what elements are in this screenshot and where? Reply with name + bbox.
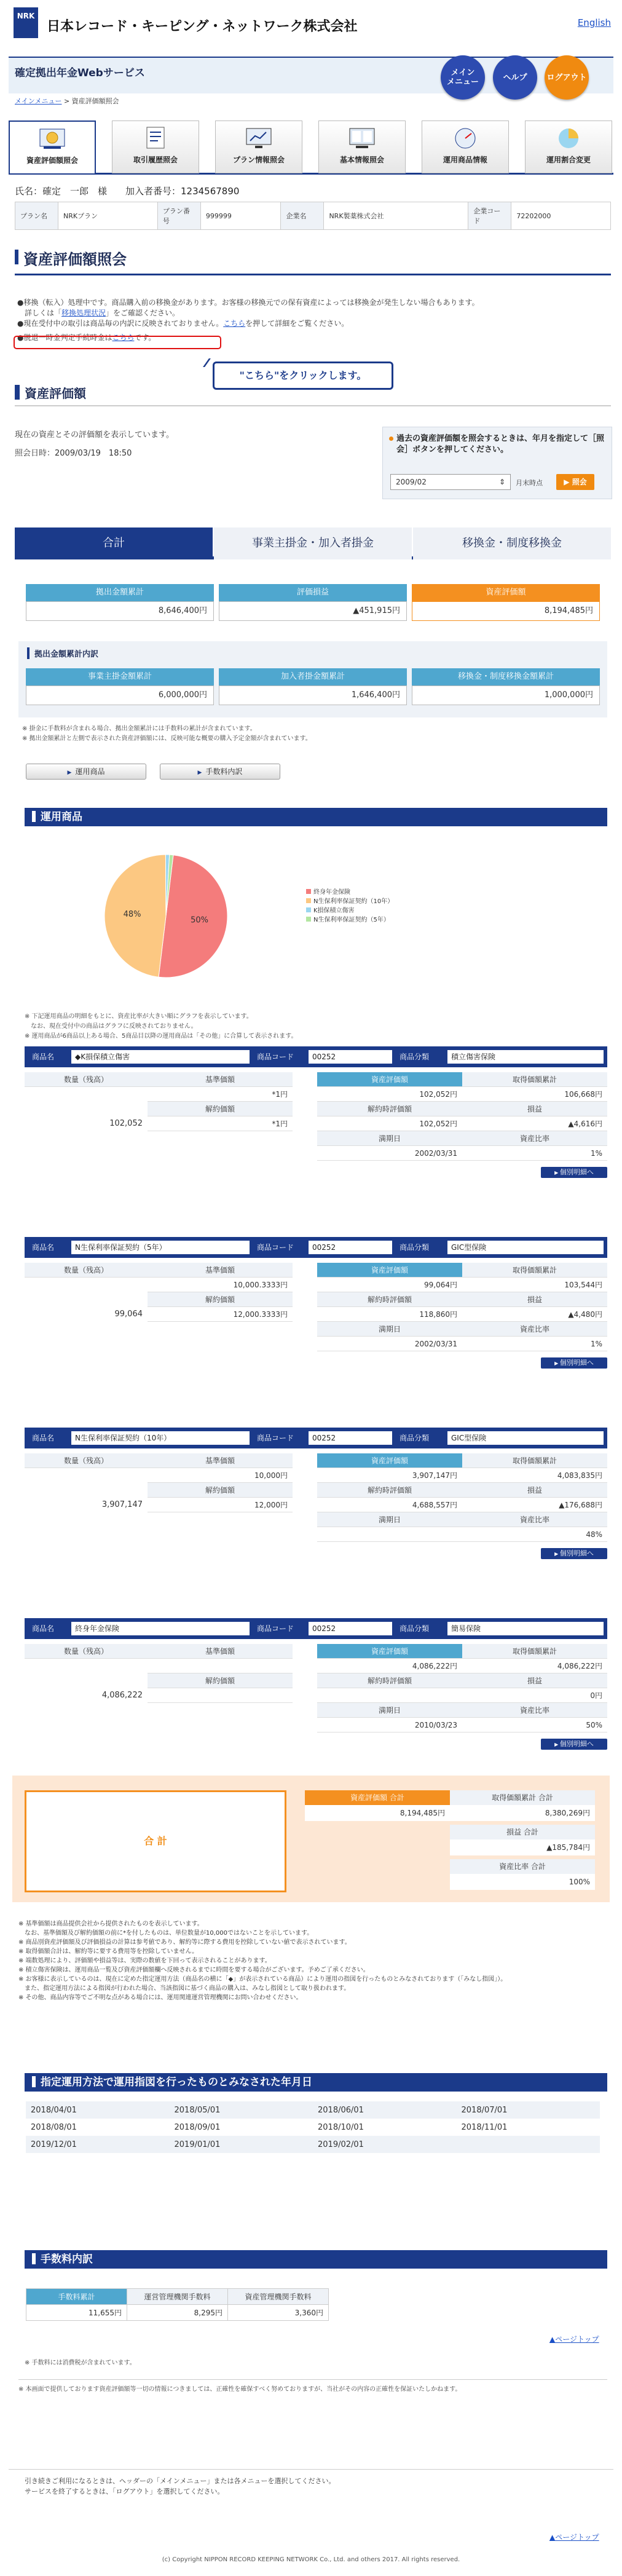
cost: 4,083,835円 — [462, 1468, 607, 1483]
base-price-label: 基準価額 — [148, 1644, 293, 1659]
computer-icon — [347, 126, 377, 151]
section-fees: 手数料内訳 — [25, 2250, 607, 2269]
copyright: (c) Copyright NIPPON RECORD KEEPING NETWORK Co., Ltd. and others 2017. All rights reserved. — [162, 2556, 460, 2563]
total-cost: 8,380,269円 — [450, 1805, 595, 1821]
product-category: GIC型保険 — [447, 1431, 604, 1445]
inquiry-button[interactable] — [556, 474, 594, 490]
section-deemed-dates: 指定運用方法で運用指図を行ったものとみなされた年月日 — [25, 2073, 607, 2092]
kpi-label: 評価損益 — [219, 584, 407, 601]
detail-label: 個別明細へ — [559, 1359, 594, 1367]
date-cell: 2018/10/01 — [318, 2122, 364, 2132]
gauge-icon — [451, 126, 480, 151]
qty-label: 数量（残高） — [25, 1263, 148, 1278]
footer-line-1: 引き続きご利用になるときは、ヘッダーの「メインメニュー」または各メニューを選択してください。 — [25, 2477, 336, 2485]
product-name: ◆K損保積立傷害 — [71, 1050, 250, 1064]
date-cell: 2019/12/01 — [26, 2136, 170, 2153]
maturity: 2002/03/31 — [317, 1337, 462, 1351]
pie-legend — [306, 888, 393, 925]
rate-label: 資産比率 — [462, 1512, 607, 1527]
company-code-value: 72202000 — [511, 202, 611, 230]
valuation-label: 資産評価額 — [317, 1644, 462, 1659]
product-name: N生保利率保証契約（10年） — [71, 1431, 250, 1445]
footnote: ※ 商品別資産評価額及び評価損益の計算は参考値であり、解約等に際する費用を控除していない値で表示されています。 — [18, 1939, 351, 1946]
service-title: 確定拠出年金Webサービス — [15, 67, 145, 79]
history-instruction: 過去の資産評価額を照会するときは、年月を指定して［照会］ボタンを押してください。 — [389, 433, 605, 456]
fee-table — [26, 2288, 329, 2321]
product-code: 00252 — [309, 1431, 392, 1445]
base-price: *1円 — [148, 1087, 293, 1102]
cost: 106,668円 — [462, 1087, 607, 1102]
notice-2: ●現在受付中の取引は商品毎の内訳に反映されておりません。 — [17, 319, 224, 328]
notice-1c: 」をご確認ください。 — [106, 309, 180, 317]
legend-swatch — [306, 907, 311, 912]
page-title: 資産評価額照会 — [15, 247, 611, 275]
date-cell: 2018/04/01 — [26, 2101, 170, 2119]
cost: 4,086,222円 — [462, 1659, 607, 1673]
products-anchor-button[interactable]: ▶ 運用商品 — [26, 764, 146, 780]
kpi-contribution-total — [26, 584, 214, 621]
date-cell: 2019/01/01 — [170, 2136, 313, 2153]
date-cell: 2018/05/01 — [170, 2101, 313, 2119]
monitor-icon — [244, 126, 274, 151]
base-price: 10,000.3333円 — [148, 1278, 293, 1292]
main-menu-button[interactable] — [441, 55, 485, 100]
kpi-transfer — [412, 668, 600, 705]
page-top-link[interactable]: ▲ページトップ — [549, 2335, 599, 2344]
product-name-label: 商品名 — [32, 1243, 55, 1252]
note-2: ※ 拠出金額累計と左側で表示された資産評価額には、反映可能な概要の購入予定金額が含まれています。 — [22, 735, 312, 742]
breakdown-title: 拠出金額累計内訳 — [27, 647, 98, 659]
custody-fee-header: 資産管理機関手数料 — [228, 2289, 329, 2305]
qty-label: 数量（残高） — [25, 1644, 148, 1659]
sale-value: 118,860円 — [317, 1307, 462, 1322]
kpi-asset-value — [412, 584, 600, 621]
base-price: 10,000円 — [148, 1468, 293, 1483]
product-header — [25, 1428, 607, 1448]
kpi-label: 資産評価額 — [412, 584, 600, 601]
instruction-callout: "こちら"をクリックします。 — [213, 362, 393, 390]
legend-label: N生保利率保証契約（10年） — [313, 898, 394, 905]
profit-loss: 0円 — [462, 1688, 607, 1703]
notice-1b: 詳しくは「 — [17, 309, 62, 317]
sale-value-label: 解約時評価額 — [317, 1102, 462, 1116]
footnote: ※ 基準価額は商品提供会社から提供されたものを表示しています。 — [18, 1921, 203, 1927]
admin-fee-value: 8,295円 — [127, 2305, 228, 2321]
month-select[interactable] — [390, 474, 511, 490]
company-code-label: 企業コード — [468, 202, 511, 230]
footnote: ※ 積立傷害保険は、運用商品一覧及び資産評価額欄へ反映されるまでに時間を要する場合がございます。予めご了承ください。 — [18, 1967, 369, 1973]
help-label: ヘルプ — [503, 73, 527, 82]
product-code-label: 商品コード — [257, 1624, 294, 1633]
legend-item — [306, 906, 393, 915]
tab-transaction-history[interactable] — [112, 121, 199, 173]
footnote: ※ 取得価額合計は、解約等に要する費用等を控除していません。 — [18, 1948, 199, 1955]
tab-plan-info[interactable] — [215, 121, 302, 173]
sale-price: 12,000.3333円 — [148, 1307, 293, 1322]
detail-label: 個別明細へ — [559, 1168, 594, 1176]
asset-rate: 1% — [462, 1337, 607, 1351]
maturity — [317, 1527, 462, 1542]
sale-value-label: 解約時評価額 — [317, 1483, 462, 1498]
company-name: 日本レコード・キーピング・ネットワーク株式会社 — [47, 19, 358, 34]
kpi-value: 6,000,000円 — [26, 685, 214, 705]
arrow-icon: ▶ — [564, 478, 572, 486]
tab-allocation-change[interactable] — [525, 121, 612, 173]
product-category-label: 商品分類 — [400, 1434, 430, 1442]
sale-price: *1円 — [148, 1116, 293, 1131]
maturity: 2002/03/31 — [317, 1146, 462, 1161]
chart-note-2: ※ 運用商品が6商品以上ある場合、5商品目以降の運用商品は「その他」に合算して表示されます。 — [25, 1033, 297, 1040]
document-icon — [141, 126, 170, 151]
detail-label: 個別明細へ — [559, 1549, 594, 1557]
plan-name-value: NRKプラン — [58, 202, 158, 230]
footnotes — [18, 1919, 607, 2002]
notice-3: ●脱退一時金判定手続時金は — [17, 333, 112, 342]
product-category: GIC型保険 — [447, 1241, 604, 1254]
page-top-link-bottom[interactable]: ▲ページトップ — [549, 2533, 599, 2542]
notice-1: ●移換（転入）処理中です。商品購入前の移換金があります。お客様の移換元での保有資産によっては移換金が発生しない場合もあります。 — [17, 298, 479, 307]
sale-price-label: 解約価額 — [148, 1673, 293, 1688]
sale-price: 12,000円 — [148, 1498, 293, 1512]
tab-label: 資産評価額照会 — [26, 156, 78, 165]
date-cell: 2018/07/01 — [457, 2101, 600, 2119]
legend-label: K損保積立傷害 — [313, 907, 355, 914]
total-rate: 100% — [450, 1874, 595, 1890]
product-category: 積立傷害保険 — [447, 1050, 604, 1064]
quantity: 99,064 — [114, 1310, 143, 1319]
tab-label: 取引履歴照会 — [133, 156, 178, 164]
company-value: NRK製薬株式会社 — [324, 202, 468, 230]
sale-price-label: 解約価額 — [148, 1102, 293, 1116]
chart-note-1b: なお、現在受付中の商品はグラフに反映されておりません。 — [25, 1023, 197, 1030]
date-cell: 2018/08/01 — [31, 2122, 77, 2132]
maturity-label: 満期日 — [317, 1322, 462, 1337]
cost-label: 取得価額累計 — [462, 1453, 607, 1468]
sale-value: 102,052円 — [317, 1116, 462, 1131]
date-row — [26, 2101, 600, 2119]
sale-value — [317, 1688, 462, 1703]
valuation: 4,086,222円 — [317, 1659, 462, 1673]
product-name: N生保利率保証契約（5年） — [71, 1241, 250, 1254]
legend-label: 終身年金保険 — [313, 889, 350, 896]
footer — [9, 2469, 613, 2517]
footnote: ※ その他、商品内容等でご不明な点がある場合には、運用関連運営管理機関にお問い合わせください。 — [18, 1994, 302, 2001]
total-value: 8,194,485円 — [305, 1805, 450, 1821]
product-code-label: 商品コード — [257, 1053, 294, 1061]
valuation: 3,907,147円 — [317, 1468, 462, 1483]
deemed-dates-table — [26, 2101, 600, 2153]
pl-label: 損益 — [462, 1102, 607, 1116]
kpi-label: 事業主掛金額累計 — [26, 668, 214, 685]
tab-product-info[interactable] — [422, 121, 509, 173]
sale-value-label: 解約時評価額 — [317, 1673, 462, 1688]
inquiry-datetime: 照会日時：2009/03/19 18:50 — [15, 449, 132, 458]
asset-rate: 50% — [462, 1718, 607, 1732]
footnote: また、指定運用方法による指図が行われた場合、当該指図に基づく商品の購入は、みなし指図として取り扱われます。 — [18, 1985, 350, 1992]
date-row — [26, 2136, 600, 2153]
sale-price — [148, 1688, 293, 1703]
chart-note-1: ※ 下記運用商品の明細をもとに、資産比率が大きい順にグラフを表示しています。 — [25, 1013, 253, 1020]
date-row — [26, 2119, 600, 2136]
product-category-label: 商品分類 — [400, 1624, 430, 1633]
base-price-label: 基準価額 — [148, 1453, 293, 1468]
date-cell — [457, 2136, 600, 2153]
date-cell: 2018/06/01 — [313, 2101, 457, 2119]
product-category: 簡易保険 — [447, 1622, 604, 1635]
kpi-value: ▲451,915円 — [219, 601, 407, 621]
kpi-value: 1,646,400円 — [219, 685, 407, 705]
sale-price-label: 解約価額 — [148, 1292, 293, 1307]
chart-notes — [25, 1012, 602, 1041]
kpi-value: 8,194,485円 — [412, 601, 600, 621]
allocation-pie-chart — [98, 848, 234, 984]
coin-stack-icon — [37, 127, 67, 151]
pending-detail-link[interactable]: こちら — [223, 319, 246, 328]
rate-label: 資産比率 — [462, 1131, 607, 1146]
help-button[interactable] — [493, 55, 537, 100]
breadcrumb — [15, 96, 119, 106]
description-text: 現在の資産とその評価額を表示しています。 — [15, 430, 174, 440]
total-summary — [12, 1776, 610, 1902]
tab-basic-info[interactable] — [318, 121, 406, 173]
function-tabs — [9, 121, 613, 175]
kpi-employer — [26, 668, 214, 705]
valuation: 99,064円 — [317, 1278, 462, 1292]
month-end-label: 月末時点 — [516, 479, 543, 487]
product-code: 00252 — [309, 1622, 392, 1635]
admin-fee-header: 運営管理機関手数料 — [127, 2289, 228, 2305]
date-cell: 2019/02/01 — [313, 2136, 457, 2153]
breakdown-tabs — [15, 527, 611, 559]
breadcrumb-current: 資産評価額照会 — [71, 97, 119, 105]
tab-label: 基本情報照会 — [339, 156, 384, 164]
profit-loss: ▲4,616円 — [462, 1116, 607, 1131]
logout-label: ログアウト — [546, 73, 587, 82]
product-name-label: 商品名 — [32, 1053, 55, 1061]
product-name: 終身年金保険 — [71, 1622, 250, 1635]
base-price-label: 基準価額 — [148, 1263, 293, 1278]
plan-code-value: 999999 — [200, 202, 281, 230]
total-cost-label: 取得価額累計 合計 — [450, 1790, 595, 1805]
asset-rate: 1% — [462, 1146, 607, 1161]
total-rate-label: 資産比率 合計 — [450, 1859, 595, 1874]
pie-slice-label: 48% — [123, 909, 141, 919]
pl-label: 損益 — [462, 1673, 607, 1688]
pie-chart-icon — [554, 126, 583, 151]
section-products: 運用商品 — [25, 808, 607, 826]
tab-contributions[interactable]: 事業主掛金・加入者掛金 — [214, 527, 412, 559]
product-name-label: 商品名 — [32, 1624, 55, 1633]
contribution-breakdown — [18, 641, 607, 717]
fee-total-header: 手数料累計 — [26, 2289, 127, 2305]
kpi-value: 1,000,000円 — [412, 685, 600, 705]
chevron-down-icon: ⇕ — [498, 478, 505, 486]
maturity-label: 満期日 — [317, 1131, 462, 1146]
footnote: なお、基準価額及び解約価額の前に*を付したものは、単位数量が10,000ではないことを示しています。 — [18, 1930, 313, 1937]
profit-loss: ▲4,480円 — [462, 1307, 607, 1322]
detail-button[interactable] — [541, 1548, 607, 1559]
tab-label: 運用割合変更 — [546, 156, 591, 164]
tab-total[interactable]: 合計 — [15, 527, 213, 559]
logout-button[interactable] — [545, 55, 589, 100]
pl-label: 損益 — [462, 1292, 607, 1307]
detail-button[interactable] — [541, 1167, 607, 1178]
pl-label: 損益 — [462, 1483, 607, 1498]
quantity: 4,086,222 — [101, 1691, 143, 1700]
date-cell: 2018/09/01 — [174, 2122, 221, 2132]
sale-price-label: 解約価額 — [148, 1483, 293, 1498]
plan-info-table — [15, 202, 611, 230]
contribution-notes — [22, 724, 600, 744]
valuation: 102,052円 — [317, 1087, 462, 1102]
date-cell: 2018/11/01 — [461, 2122, 508, 2132]
product-header — [25, 1237, 607, 1258]
cost: 103,544円 — [462, 1278, 607, 1292]
notice-3c: です。 — [134, 333, 156, 342]
legend-item — [306, 915, 393, 925]
fee-note: ※ 手数料には消費税が含まれています。 — [25, 2360, 136, 2366]
breadcrumb-home[interactable]: メインメニュー — [15, 97, 62, 105]
cost-label: 取得価額累計 — [462, 1072, 607, 1087]
base-price — [148, 1659, 293, 1673]
sale-value: 4,688,557円 — [317, 1498, 462, 1512]
breadcrumb-sep: > — [61, 97, 72, 105]
product-category-label: 商品分類 — [400, 1053, 430, 1061]
disclaimer: ※ 本画面で提供しております資産評価額等一切の情報につきましては、正確性を確保すべく努めておりますが、当社がその内容の正確性を保証いたしかねます。 — [18, 2379, 607, 2395]
section-asset-valuation: 資産評価額 — [15, 384, 611, 406]
valuation-label: 資産評価額 — [317, 1072, 462, 1087]
tab-asset-valuation[interactable] — [9, 121, 96, 173]
product-category-label: 商品分類 — [400, 1243, 430, 1252]
kpi-value: 8,646,400円 — [26, 601, 214, 621]
product-code: 00252 — [309, 1050, 392, 1064]
legend-item — [306, 888, 393, 897]
maturity-label: 満期日 — [317, 1703, 462, 1718]
legend-item — [306, 897, 393, 906]
rate-label: 資産比率 — [462, 1322, 607, 1337]
nrk-logo: NRK — [14, 7, 38, 38]
tab-transfers[interactable]: 移換金・制度移換金 — [413, 527, 611, 559]
product-code-label: 商品コード — [257, 1434, 294, 1442]
legend-label: N生保利率保証契約（5年） — [313, 917, 390, 923]
tab-label: プラン情報照会 — [232, 156, 285, 164]
fee-total-value: 11,655円 — [26, 2305, 127, 2321]
total-pl: ▲185,784円 — [450, 1839, 595, 1855]
description — [15, 429, 174, 460]
footer-line-2: サービスを終了するときは、「ログアウト」を選択してください。 — [25, 2487, 224, 2495]
kpi-label: 加入者掛金額累計 — [219, 668, 407, 685]
total-pl-label: 損益 合計 — [450, 1825, 595, 1839]
company-label: 企業名 — [281, 202, 324, 230]
main-menu-label: メイン メニュー — [446, 68, 479, 87]
kpi-label: 移換金・制度移換金額累計 — [412, 668, 600, 685]
history-panel — [382, 427, 612, 499]
valuation-label: 資産評価額 — [317, 1453, 462, 1468]
footnote: ※ お客様に表示しているのは、現在に定めた指定運用方法（商品名の横に「◆」が表示されている商品）により運用の指図を行ったものとみなされております（「みなし指図」）。 — [18, 1976, 507, 1983]
legend-swatch — [306, 917, 311, 922]
quantity: 102,052 — [109, 1119, 143, 1128]
base-price-label: 基準価額 — [148, 1072, 293, 1087]
notice-list — [17, 298, 607, 343]
month-select-value: 2009/02 — [396, 478, 427, 486]
total-value-label: 資産評価額 合計 — [305, 1790, 450, 1805]
product-code-label: 商品コード — [257, 1243, 294, 1252]
english-link[interactable]: English — [577, 17, 611, 28]
pie-slice-label: 50% — [191, 915, 209, 925]
maturity-label: 満期日 — [317, 1512, 462, 1527]
footnote: ※ 端数処理により、評価額や損益等は、実際の数値を下回って表示されることがあります。 — [18, 1958, 271, 1964]
kpi-member — [219, 668, 407, 705]
asset-rate: 48% — [462, 1527, 607, 1542]
qty-label: 数量（残高） — [25, 1453, 148, 1468]
kpi-valuation-pl — [219, 584, 407, 621]
product-header — [25, 1618, 607, 1639]
tab-label: 運用商品情報 — [443, 156, 487, 164]
profit-loss: ▲176,688円 — [462, 1498, 607, 1512]
detail-button[interactable] — [541, 1357, 607, 1369]
maturity: 2010/03/23 — [317, 1718, 462, 1732]
quantity: 3,907,147 — [101, 1500, 143, 1509]
product-name-label: 商品名 — [32, 1434, 55, 1442]
valuation-label: 資産評価額 — [317, 1263, 462, 1278]
user-info: 氏名：確定 一郎 様 加入者番号：1234567890 — [15, 186, 240, 197]
plan-name-label: プラン名 — [15, 202, 58, 230]
inquiry-button-label: 照会 — [572, 478, 587, 486]
highlight-box — [14, 336, 221, 349]
plan-code-label: プラン番号 — [157, 202, 200, 230]
sale-value-label: 解約時評価額 — [317, 1292, 462, 1307]
cost-label: 取得価額累計 — [462, 1644, 607, 1659]
product-header — [25, 1046, 607, 1067]
total-label-box: 合 計 — [25, 1790, 286, 1892]
kpi-label: 拠出金額累計 — [26, 584, 214, 601]
rate-label: 資産比率 — [462, 1703, 607, 1718]
notice-2c: を押して詳細をご覧ください。 — [245, 319, 349, 328]
product-code: 00252 — [309, 1241, 392, 1254]
legend-swatch — [306, 898, 311, 903]
withdrawal-link[interactable]: こちら — [112, 333, 135, 342]
detail-button[interactable] — [541, 1739, 607, 1750]
qty-label: 数量（残高） — [25, 1072, 148, 1087]
note-1: ※ 掛金に手数料が含まれる場合、拠出金額累計には手数料の累計が含まれています。 — [22, 725, 256, 732]
transfer-status-link[interactable]: 移換処理状況 — [61, 309, 106, 317]
cost-label: 取得価額累計 — [462, 1263, 607, 1278]
fees-anchor-button[interactable]: ▶ 手数料内訳 — [160, 764, 280, 780]
custody-fee-value: 3,360円 — [228, 2305, 329, 2321]
detail-label: 個別明細へ — [559, 1740, 594, 1748]
legend-swatch — [306, 889, 311, 894]
